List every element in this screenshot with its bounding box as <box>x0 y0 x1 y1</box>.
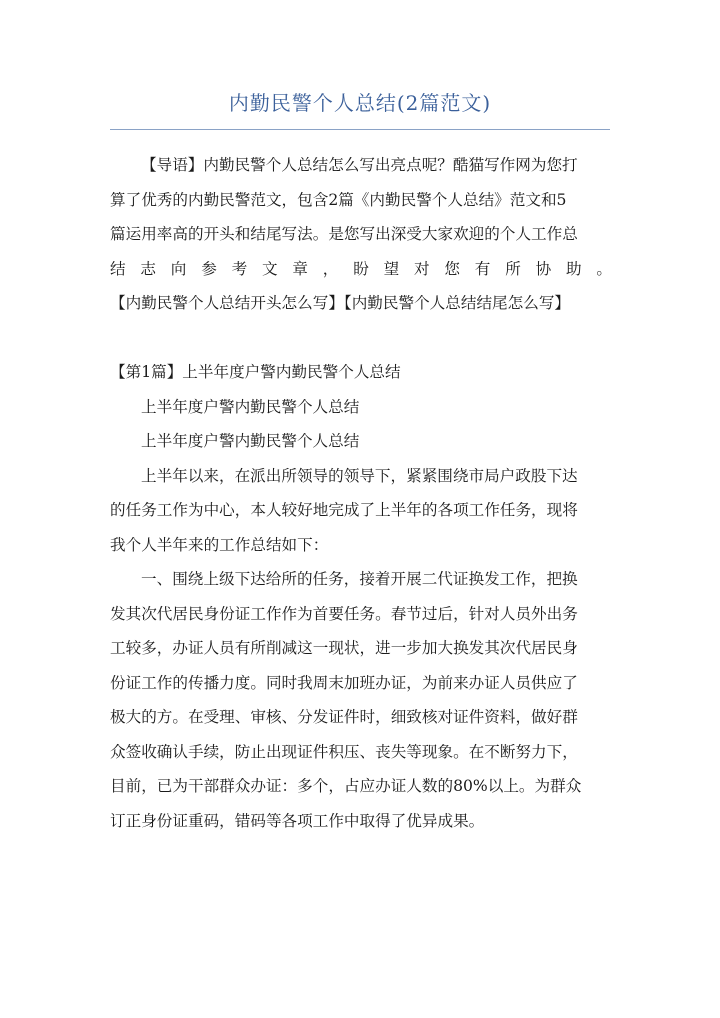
paragraph-line: 工较多，办证人员有所削减这一现状，进一步加大换发其次代居民身 <box>110 639 578 657</box>
related-links[interactable]: 【内勤民警个人总结开头怎么写】【内勤民警个人总结结尾怎么写】 <box>110 294 571 312</box>
paragraph-line: 份证工作的传播力度。同时我周末加班办证，为前来办证人员供应了 <box>110 673 578 692</box>
intro-line: 算了优秀的内勤民警范文，包含2篇《内勤民警个人总结》范文和5 <box>110 190 567 209</box>
paragraph-line: 上半年以来，在派出所领导的领导下，紧紧围绕市局户政股下达 <box>141 466 578 485</box>
intro-paragraph <box>110 148 612 321</box>
paragraph-line: 极大的方。在受理、审核、分发证件时，细致核对证件资料，做好群 <box>110 708 578 726</box>
paragraph-line: 众签收确认手续，防止出现证件积压、丧失等现象。在不断努力下， <box>110 742 578 761</box>
intro-line: 结志向参考文章，盼望对您有所协助。 <box>110 259 612 278</box>
paragraph-line: 我个人半年来的工作总结如下： <box>110 535 329 554</box>
paragraph-line: 发其次代居民身份证工作作为首要任务。春节过后，针对人员外出务 <box>110 604 578 623</box>
article-paragraph <box>110 562 612 838</box>
paragraph-line: 一、围绕上级下达给所的任务，接着开展二代证换发工作，把换 <box>141 570 578 588</box>
paragraph-line: 的任务工作为中心，本人较好地完成了上半年的各项工作任务，现将 <box>110 501 578 519</box>
section-gap <box>110 321 612 356</box>
document-body <box>110 148 612 838</box>
paragraph-line: 目前，已为干部群众办证：多个，占应办证人数的80%以上。为群众 <box>110 777 582 795</box>
intro-line: 【导语】内勤民警个人总结怎么写出亮点呢？酷猫写作网为您打 <box>141 156 578 174</box>
article-subtitle: 上半年度户警内勤民警个人总结 <box>141 432 360 450</box>
intro-line: 篇运用率高的开头和结尾写法。是您写出深受大家欢迎的个人工作总 <box>110 225 578 243</box>
article-heading: 【第1篇】上半年度户警内勤民警个人总结 <box>110 363 401 381</box>
paragraph-line: 订正身份证重码，错码等各项工作中取得了优异成果。 <box>110 811 485 830</box>
document-title: 内勤民警个人总结(2篇范文) <box>228 91 492 115</box>
article-subtitle: 上半年度户警内勤民警个人总结 <box>141 397 360 416</box>
article-paragraph <box>110 459 612 563</box>
title-divider <box>110 129 610 130</box>
